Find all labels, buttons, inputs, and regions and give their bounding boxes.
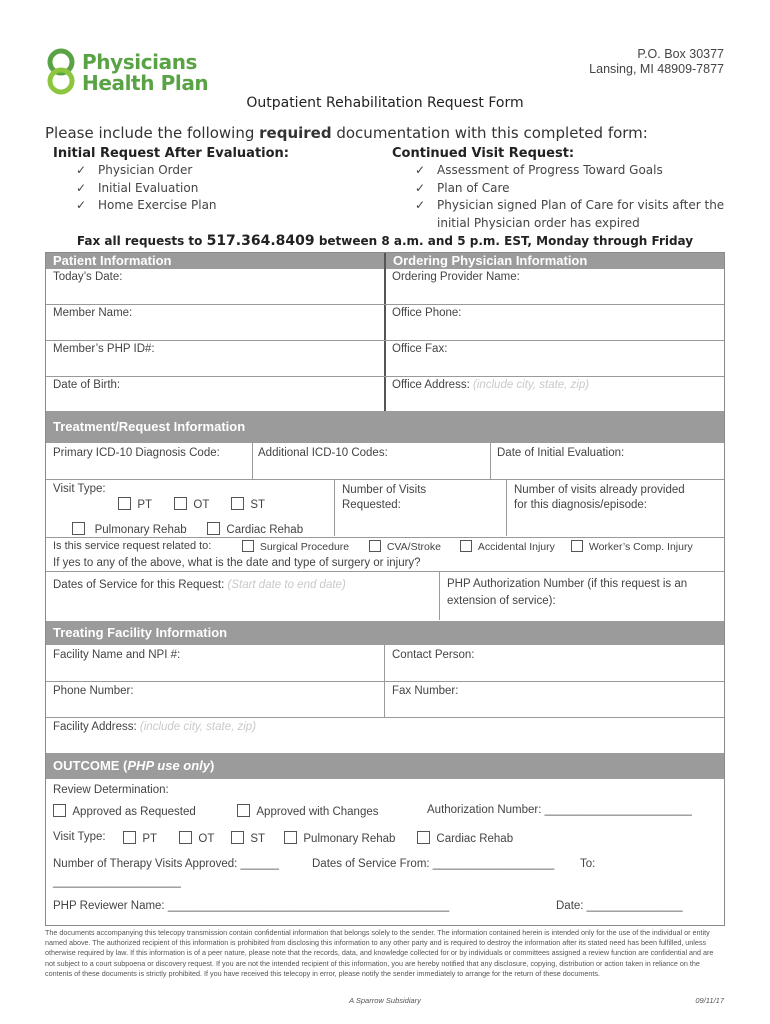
list-item: ✓ Plan of Care: [415, 180, 724, 198]
request-form: [45, 252, 725, 926]
continued-request-list: [415, 162, 724, 232]
pt-checkbox[interactable]: [118, 497, 131, 510]
outcome-st-option[interactable]: ST: [231, 831, 265, 845]
date-of-birth-field[interactable]: Date of Birth:: [53, 379, 121, 391]
intro-text: [45, 124, 648, 142]
checkmark-icon: ✓: [415, 163, 426, 177]
dates-of-service-field[interactable]: Dates of Service for this Request: (Start date to end date): [53, 579, 346, 591]
facility-name-npi-field[interactable]: Facility Name and NPI #:: [53, 649, 181, 661]
outcome-php-use-only: PHP use only: [127, 758, 210, 773]
list-item: initial Physician order has expired: [437, 215, 640, 230]
treatment-header: Treatment/Request Information: [46, 411, 724, 443]
outcome-st-checkbox[interactable]: [231, 831, 244, 844]
cva-stroke-checkbox[interactable]: [369, 540, 381, 552]
outcome-cardiac-checkbox[interactable]: [417, 831, 430, 844]
approved-with-changes-option[interactable]: Approved with Changes: [237, 804, 379, 818]
cardiac-rehab-checkbox[interactable]: [207, 522, 220, 535]
patient-info-header: Patient Information: [46, 253, 384, 269]
pt-option[interactable]: PT: [118, 497, 152, 511]
service-related-question: Is this service request related to:: [53, 540, 212, 552]
workers-comp-option[interactable]: Worker’s Comp. Injury: [571, 540, 693, 553]
intro-post: documentation with this completed form:: [331, 124, 648, 142]
php-reviewer-name-field[interactable]: PHP Reviewer Name: ____________________________________________: [53, 900, 450, 912]
dates-of-service-hint: (Start date to end date): [227, 579, 346, 591]
surgical-procedure-checkbox[interactable]: [242, 540, 254, 552]
approved-as-requested-option[interactable]: Approved as Requested: [53, 804, 196, 818]
list-item: ✓ Assessment of Progress Toward Goals: [415, 162, 724, 180]
accidental-injury-option[interactable]: Accidental Injury: [460, 540, 555, 553]
outcome-ot-checkbox[interactable]: [179, 831, 192, 844]
address-line-2: Lansing, MI 48909-7877: [589, 62, 724, 76]
visit-type-label: Visit Type:: [53, 483, 106, 495]
outcome-visit-type-label: Visit Type:: [53, 831, 106, 843]
subsidiary-note: A Sparrow Subsidiary: [349, 996, 421, 1005]
php-authorization-field[interactable]: PHP Authorization Number (if this request is an extension of service):: [447, 578, 688, 607]
facility-header: Treating Facility Information: [46, 621, 724, 645]
form-title: Outpatient Rehabilitation Request Form: [246, 95, 524, 111]
outcome-cardiac-option[interactable]: Cardiac Rehab: [417, 831, 513, 845]
intro-required: required: [259, 124, 332, 142]
visits-provided-field[interactable]: Number of visits already provided for this diagnosis/episode:: [514, 484, 685, 511]
therapy-visits-approved-field[interactable]: Number of Therapy Visits Approved: ______: [53, 858, 279, 870]
st-checkbox[interactable]: [231, 497, 244, 510]
approved-with-changes-checkbox[interactable]: [237, 804, 250, 817]
surgical-procedure-option[interactable]: Surgical Procedure: [242, 540, 349, 553]
office-address-field[interactable]: Office Address: (include city, state, zip): [392, 379, 590, 391]
confidentiality-notice: The documents accompanying this telecopy transmission contain confidential information that belongs solely to the sender. The information contained herein is intended only for the use of the individual or entity named above. The authorized recipient of this information is prohibited from disclosing this information to any other party and is required to destroy the information after its stated need has been fulfilled, unless otherwise required by law. If this information is of a peer nature, please note that the records, data, and knowledge collected for or by individuals or committees assigned a review function are confidential and are not subject to a court subpoena or discovery request. If you are not the intended recipient of this information, you are hereby notified that any disclosure, copying, distribution or action taken in reliance on the contents of these documents is strictly prohibited. If you have received this telecopy in error, please notify the sender immediately to arrange for the return of these documents.: [45, 928, 714, 978]
initial-request-heading: Initial Request After Evaluation:: [53, 146, 290, 161]
facility-address-field[interactable]: Facility Address: (include city, state, zip): [53, 721, 257, 733]
checkmark-icon: ✓: [415, 180, 426, 195]
cva-stroke-option[interactable]: CVA/Stroke: [369, 540, 441, 553]
dates-service-to-field[interactable]: ____________________: [53, 876, 181, 888]
facility-address-hint: (include city, state, zip): [139, 721, 257, 733]
visits-requested-field[interactable]: Number of Visits Requested:: [342, 484, 427, 511]
list-item: ✓ Home Exercise Plan: [76, 197, 217, 215]
facility-phone-field[interactable]: Phone Number:: [53, 685, 134, 697]
list-item: ✓ Initial Evaluation: [76, 180, 217, 198]
todays-date-field[interactable]: Today’s Date:: [53, 271, 123, 283]
outcome-pulmonary-checkbox[interactable]: [284, 831, 297, 844]
outcome-header: OUTCOME (PHP use only): [46, 753, 724, 779]
form-revision-date: 09/11/17: [695, 996, 724, 1005]
continued-request-heading: Continued Visit Request:: [392, 146, 575, 161]
ot-checkbox[interactable]: [174, 497, 187, 510]
member-php-id-field[interactable]: Member’s PHP ID#:: [53, 343, 155, 355]
logo-line-2: Health Plan: [82, 71, 209, 95]
review-determination-label: Review Determination:: [53, 784, 169, 796]
office-fax-field[interactable]: Office Fax:: [392, 343, 448, 355]
outcome-pt-option[interactable]: PT: [123, 831, 157, 845]
checkmark-icon: ✓: [76, 198, 87, 212]
logo-icon: [44, 48, 78, 96]
list-item: ✓ Physician signed Plan of Care for visits after the: [415, 197, 724, 215]
initial-evaluation-date-field[interactable]: Date of Initial Evaluation:: [497, 447, 625, 459]
dates-service-to-label: To:: [580, 858, 596, 870]
authorization-number-field[interactable]: Authorization Number: _______________________: [427, 804, 692, 816]
outcome-pt-checkbox[interactable]: [123, 831, 136, 844]
st-option[interactable]: ST: [231, 497, 265, 511]
surgery-injury-field[interactable]: If yes to any of the above, what is the date and type of surgery or injury?: [53, 557, 421, 569]
fax-instructions: Fax all requests to 517.364.8409 between 8 a.m. and 5 p.m. EST, Monday through Friday: [76, 233, 694, 249]
contact-person-field[interactable]: Contact Person:: [392, 649, 475, 661]
address-line-1: P.O. Box 30377: [637, 47, 724, 61]
accidental-injury-checkbox[interactable]: [460, 540, 472, 552]
intro-pre: Please include the following: [45, 124, 260, 142]
cardiac-rehab-option[interactable]: Cardiac Rehab: [207, 522, 303, 536]
office-address-hint: (include city, state, zip): [472, 379, 590, 391]
office-phone-field[interactable]: Office Phone:: [392, 307, 462, 319]
pulmonary-rehab-checkbox[interactable]: [72, 522, 85, 535]
mailing-address: [589, 47, 724, 77]
ordering-provider-field[interactable]: Ordering Provider Name:: [392, 271, 520, 283]
outcome-ot-option[interactable]: OT: [179, 831, 214, 845]
initial-request-list: [76, 162, 217, 215]
list-item: ✓ Physician Order: [76, 162, 217, 180]
dates-service-from-field[interactable]: Dates of Service From: ___________________: [312, 858, 555, 870]
checkmark-icon: ✓: [76, 163, 87, 177]
outcome-pulmonary-option[interactable]: Pulmonary Rehab: [284, 831, 395, 845]
ordering-physician-header: Ordering Physician Information: [386, 253, 724, 269]
checkmark-icon: ✓: [76, 180, 87, 195]
member-name-field[interactable]: Member Name:: [53, 307, 133, 319]
additional-icd-field[interactable]: Additional ICD-10 Codes:: [258, 447, 388, 459]
reviewer-date-field[interactable]: Date: _______________: [556, 900, 683, 912]
fax-number: 517.364.8409: [206, 233, 315, 249]
ot-option[interactable]: OT: [174, 497, 209, 511]
logo-line-1: Physicians: [82, 50, 198, 74]
approved-as-requested-checkbox[interactable]: [53, 804, 66, 817]
checkmark-icon: ✓: [415, 198, 426, 212]
facility-fax-field[interactable]: Fax Number:: [392, 685, 459, 697]
pulmonary-rehab-option[interactable]: Pulmonary Rehab: [72, 522, 187, 536]
logo-text: [82, 52, 208, 94]
primary-icd-field[interactable]: Primary ICD-10 Diagnosis Code:: [53, 447, 220, 459]
workers-comp-checkbox[interactable]: [571, 540, 583, 552]
